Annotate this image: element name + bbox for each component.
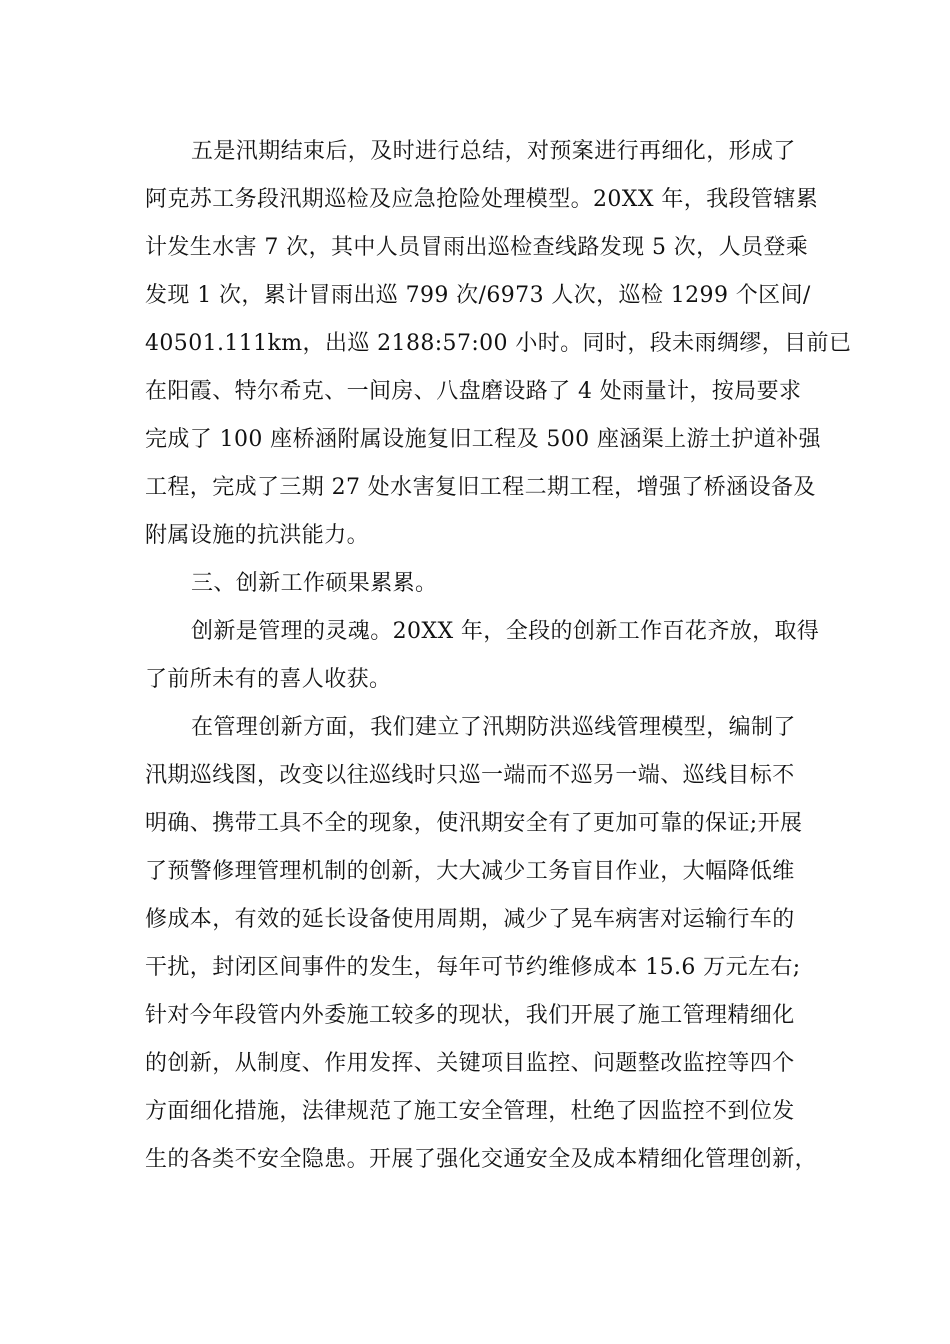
text-line: 生的各类不安全隐患。开展了强化交通安全及成本精细化管理创新， [145, 1147, 818, 1172]
text-line: 了前所未有的喜人收获。 [145, 667, 392, 692]
section-heading-text: 三、创新工作硕果累累。 [191, 571, 438, 596]
text-line: 明确、携带工具不全的现象，使汛期安全有了更加可靠的保证;开展 [145, 811, 803, 836]
text-line: 40501.111km，出巡 2188:57:00 小时。同时，段未雨绸缪，目前已 [145, 331, 852, 356]
paragraph-innovation-intro [145, 608, 825, 704]
text-line: 的创新，从制度、作用发挥、关键项目监控、问题整改监控等四个 [145, 1051, 795, 1076]
text-line: 工程，完成了三期 27 处水害复旧工程二期工程，增强了桥涵设备及 [145, 475, 816, 500]
text-line: 五是汛期结束后，及时进行总结，对预案进行再细化，形成了 [191, 139, 796, 164]
section-heading [145, 560, 825, 608]
text-line: 创新是管理的灵魂。20XX 年，全段的创新工作百花齐放，取得 [191, 619, 820, 644]
text-line: 在阳霞、特尔希克、一间房、八盘磨设路了 4 处雨量计，按局要求 [145, 379, 802, 404]
text-line: 完成了 100 座桥涵附属设施复旧工程及 500 座涵渠上游土护道补强 [145, 427, 821, 452]
text-line: 发现 1 次，累计冒雨出巡 799 次/6973 人次，巡检 1299 个区间/ [145, 283, 811, 308]
text-line: 汛期巡线图，改变以往巡线时只巡一端而不巡另一端、巡线目标不 [145, 763, 795, 788]
text-line: 阿克苏工务段汛期巡检及应急抢险处理模型。20XX 年，我段管辖累 [145, 187, 819, 212]
text-line: 干扰，封闭区间事件的发生，每年可节约维修成本 15.6 万元左右; [145, 955, 801, 980]
paragraph-flood-summary [145, 128, 852, 560]
text-line: 了预警修理管理机制的创新，大大减少工务盲目作业，大幅降低维 [145, 859, 795, 884]
text-line: 计发生水害 7 次，其中人员冒雨出巡检查线路发现 5 次，人员登乘 [145, 235, 809, 260]
paragraph-management-innovation [145, 704, 825, 1184]
text-line: 针对今年段管内外委施工较多的现状，我们开展了施工管理精细化 [145, 1003, 795, 1028]
text-line: 修成本，有效的延长设备使用周期，减少了晃车病害对运输行车的 [145, 907, 795, 932]
text-line: 在管理创新方面，我们建立了汛期防洪巡线管理模型，编制了 [191, 715, 796, 740]
document-body [145, 128, 852, 1184]
text-line: 附属设施的抗洪能力。 [145, 523, 370, 548]
text-line: 方面细化措施，法律规范了施工安全管理，杜绝了因监控不到位发 [145, 1099, 795, 1124]
